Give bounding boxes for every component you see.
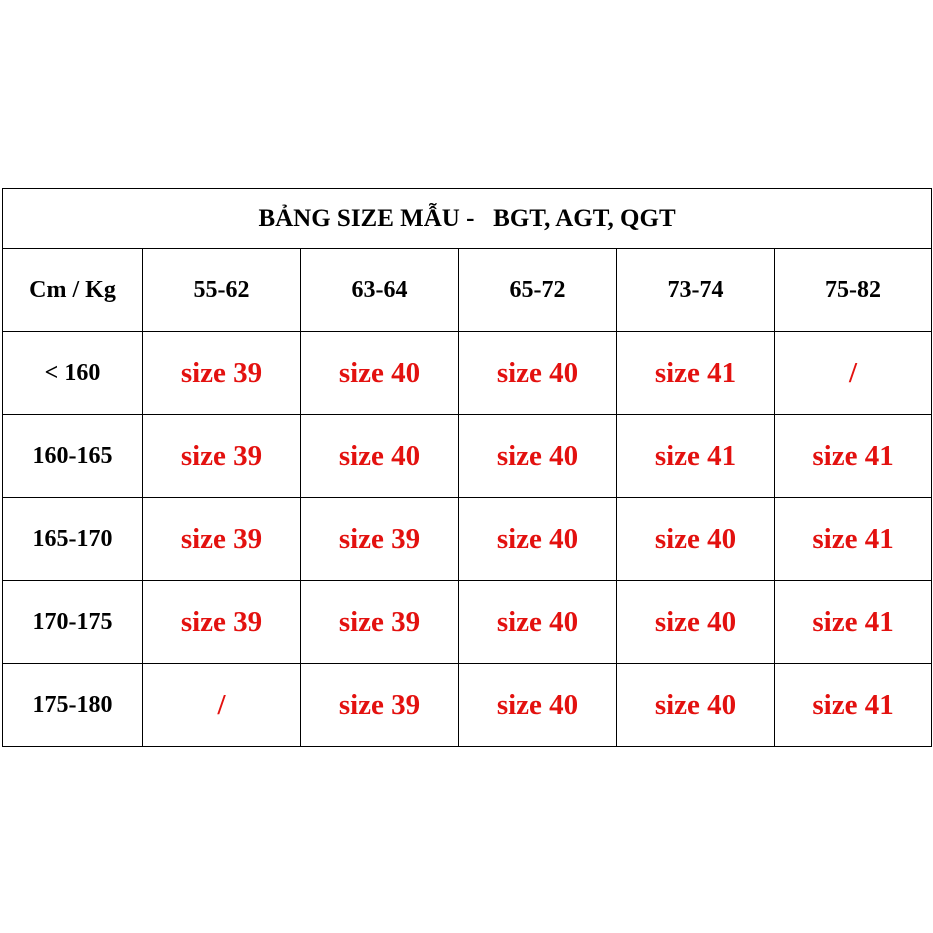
weight-header: 75-82 (775, 249, 932, 332)
table-row (3, 415, 932, 498)
size-cell: size 40 (459, 332, 617, 415)
size-cell: size 41 (775, 415, 932, 498)
weight-header: 65-72 (459, 249, 617, 332)
height-label: 160-165 (3, 415, 143, 498)
table-row (3, 332, 932, 415)
size-cell: size 39 (143, 581, 301, 664)
size-cell: size 40 (459, 415, 617, 498)
height-label: 175-180 (3, 664, 143, 747)
size-cell: size 40 (617, 664, 775, 747)
size-cell: size 39 (301, 498, 459, 581)
size-cell: size 39 (301, 581, 459, 664)
size-cell: size 39 (301, 664, 459, 747)
size-chart-table (2, 188, 932, 747)
size-cell: size 39 (143, 332, 301, 415)
size-cell: size 40 (301, 415, 459, 498)
size-cell: size 40 (459, 498, 617, 581)
height-label: 170-175 (3, 581, 143, 664)
size-cell: size 40 (459, 664, 617, 747)
table-title (3, 189, 932, 249)
corner-label: Cm / Kg (3, 249, 143, 332)
size-cell: size 40 (617, 581, 775, 664)
title-row (3, 189, 932, 249)
size-cell: size 41 (775, 581, 932, 664)
size-cell: size 39 (143, 498, 301, 581)
weight-header: 73-74 (617, 249, 775, 332)
weight-header: 55-62 (143, 249, 301, 332)
size-cell: size 41 (617, 332, 775, 415)
size-cell: size 41 (617, 415, 775, 498)
size-cell: size 41 (775, 664, 932, 747)
size-cell: / (143, 664, 301, 747)
header-row (3, 249, 932, 332)
size-cell: size 41 (775, 498, 932, 581)
size-cell: size 40 (301, 332, 459, 415)
weight-header: 63-64 (301, 249, 459, 332)
size-cell: size 39 (143, 415, 301, 498)
height-label: < 160 (3, 332, 143, 415)
table-row (3, 581, 932, 664)
size-cell: / (775, 332, 932, 415)
table-row (3, 498, 932, 581)
size-cell: size 40 (459, 581, 617, 664)
height-label: 165-170 (3, 498, 143, 581)
size-cell: size 40 (617, 498, 775, 581)
table-title-text: BẢNG SIZE MẪU - BGT, AGT, QGT (258, 204, 676, 232)
table-row (3, 664, 932, 747)
